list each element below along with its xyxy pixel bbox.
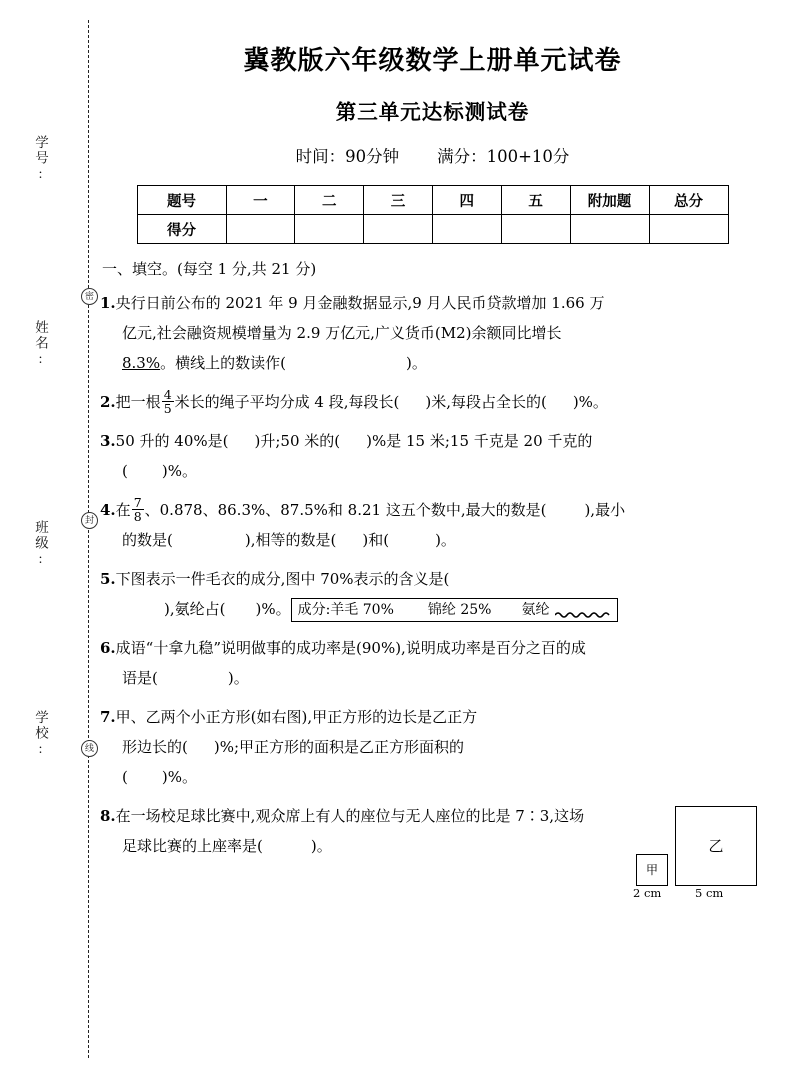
score-table-col-bonus: 附加题 [570, 186, 649, 215]
square-jia: 甲 [636, 854, 668, 886]
question-2 [100, 387, 765, 417]
score-table-label-score: 得分 [137, 215, 226, 244]
question-3-line1b: )升;50 米的( [254, 432, 341, 450]
score-cell-2[interactable] [295, 215, 364, 244]
exam-time: 时间：90分钟 [295, 147, 400, 166]
question-1-underlined-value: 8.3% [122, 354, 161, 372]
question-8-line2-tail: )。 [310, 837, 332, 855]
exam-page [100, 0, 765, 1078]
square-yi-size-label: 5 cm [695, 886, 724, 900]
question-6 [100, 633, 765, 693]
question-4-line2a: 的数是( [122, 531, 173, 549]
question-1-line3 [100, 348, 765, 378]
question-3-number: 3. [100, 432, 116, 450]
composition-nylon: 锦纶 25% [427, 602, 492, 618]
section-heading-fill-blank: 一、填空。(每空 1 分,共 21 分) [102, 260, 317, 278]
question-1-line1: 央行日前公布的 2021 年 9 月金融数据显示,9 月人民币贷款增加 1.66 万 [115, 294, 605, 312]
left-margin-strip [0, 0, 96, 1078]
question-4-pre: 在 [115, 501, 131, 519]
question-2-number: 2. [100, 393, 116, 411]
question-4-line2c: )和( [362, 531, 390, 549]
question-6-line2-tail: )。 [227, 669, 249, 687]
question-2-pre: 把一根 [115, 393, 161, 411]
question-5-line2 [100, 594, 765, 624]
question-2-mid: 米长的绳子平均分成 4 段,每段长( [174, 393, 400, 411]
question-1-line3-tail: )。 [405, 354, 427, 372]
question-5-line1: 下图表示一件毛衣的成分,图中 70%表示的含义是( [115, 570, 450, 588]
question-6-line1: 成语“十拿九稳”说明做事的成功率是(90%),说明成功率是百分之百的成 [115, 639, 586, 657]
score-table-col-2: 二 [295, 186, 364, 215]
seal-mark-feng: 封 [81, 512, 98, 529]
question-4 [100, 495, 765, 555]
question-7 [100, 702, 765, 792]
question-7-line3a: ( [122, 768, 128, 786]
table-row-header [137, 186, 728, 215]
margin-label-class: 班级: [33, 520, 48, 568]
fraction-four-fifths: $\frac{4}{5}$ [163, 386, 172, 416]
question-5-number: 5. [100, 570, 116, 588]
composition-wool: 成分:羊毛 70% [297, 602, 394, 618]
squiggle-pattern-icon [555, 605, 611, 615]
question-6-number: 6. [100, 639, 116, 657]
score-table-col-3: 三 [364, 186, 433, 215]
exam-total-score: 满分：100+10分 [437, 147, 570, 166]
margin-label-name: 姓名: [33, 320, 48, 368]
question-1-number: 1. [100, 294, 116, 312]
question-3-line2 [100, 456, 765, 486]
score-cell-bonus[interactable] [570, 215, 649, 244]
question-7-line2b: )%;甲正方形的面积是乙正方形面积的 [213, 738, 465, 756]
square-yi: 乙 [675, 806, 757, 886]
question-2-tail: )%。 [572, 393, 608, 411]
question-4-number: 4. [100, 501, 116, 519]
seal-mark-mi: 密 [81, 288, 98, 305]
seal-dashed-line [88, 20, 89, 1058]
question-2-mid2: )米,每段占全长的( [425, 393, 547, 411]
score-cell-5[interactable] [501, 215, 570, 244]
figure-two-squares [633, 806, 763, 926]
score-cell-total[interactable] [649, 215, 728, 244]
question-5-line2b: )%。 [255, 600, 291, 618]
question-7-line1: 甲、乙两个小正方形(如右图),甲正方形的边长是乙正方 [115, 708, 478, 726]
question-3 [100, 426, 765, 486]
question-4-line1-tail: ),最小 [584, 501, 626, 519]
question-1-line3-rest: 。横线上的数读作( [160, 354, 286, 372]
question-7-line2a: 形边长的( [122, 738, 188, 756]
composition-spandex: 氨纶 [521, 602, 550, 618]
question-3-line1c: )%是 15 米;15 千克是 20 千克的 [366, 432, 593, 450]
margin-label-student-id: 学号: [33, 135, 48, 183]
seal-mark-xian: 线 [81, 740, 98, 757]
question-8-line1: 在一场校足球比赛中,观众席上有人的座位与无人座位的比是 7∶3,这场 [115, 807, 585, 825]
score-table [137, 185, 729, 244]
fraction-seven-eighths: $\frac{7}{8}$ [133, 494, 142, 524]
score-table-col-1: 一 [226, 186, 295, 215]
question-1 [100, 288, 765, 378]
question-6-line2 [100, 663, 765, 693]
question-4-line2 [100, 525, 765, 555]
page-title: 冀教版六年级数学上册单元试卷 [243, 46, 622, 76]
question-7-line2 [100, 732, 765, 762]
question-1-line2: 亿元,社会融资规模增量为 2.9 万亿元,广义货币(M2)余额同比增长 [122, 324, 562, 342]
question-5-line2a: ),氨纶占( [164, 600, 226, 618]
question-4-line2b: ),相等的数是( [244, 531, 337, 549]
score-table-label-number: 题号 [137, 186, 226, 215]
square-jia-size-label: 2 cm [633, 886, 662, 900]
score-cell-3[interactable] [364, 215, 433, 244]
score-table-col-total: 总分 [649, 186, 728, 215]
question-3-line2b: )%。 [161, 462, 197, 480]
question-7-line3b: )%。 [161, 768, 197, 786]
question-7-line3 [100, 762, 765, 792]
score-cell-1[interactable] [226, 215, 295, 244]
sweater-composition-box [291, 598, 619, 622]
question-3-line2a: ( [122, 462, 128, 480]
table-row-scores [137, 215, 728, 244]
question-3-line1a: 50 升的 40%是( [115, 432, 229, 450]
question-8-number: 8. [100, 807, 116, 825]
score-cell-4[interactable] [432, 215, 501, 244]
exam-meta [100, 143, 765, 167]
margin-label-school: 学校: [33, 710, 48, 758]
score-table-col-4: 四 [432, 186, 501, 215]
score-table-col-5: 五 [501, 186, 570, 215]
question-6-line2-text: 语是( [122, 669, 158, 687]
question-8-line2-text: 足球比赛的上座率是( [122, 837, 263, 855]
page-subtitle: 第三单元达标测试卷 [335, 100, 530, 124]
question-4-line1: 、0.878、86.3%、87.5%和 8.21 这五个数中,最大的数是( [144, 501, 547, 519]
question-5 [100, 564, 765, 624]
question-4-line2d: )。 [435, 531, 456, 549]
question-7-number: 7. [100, 708, 116, 726]
